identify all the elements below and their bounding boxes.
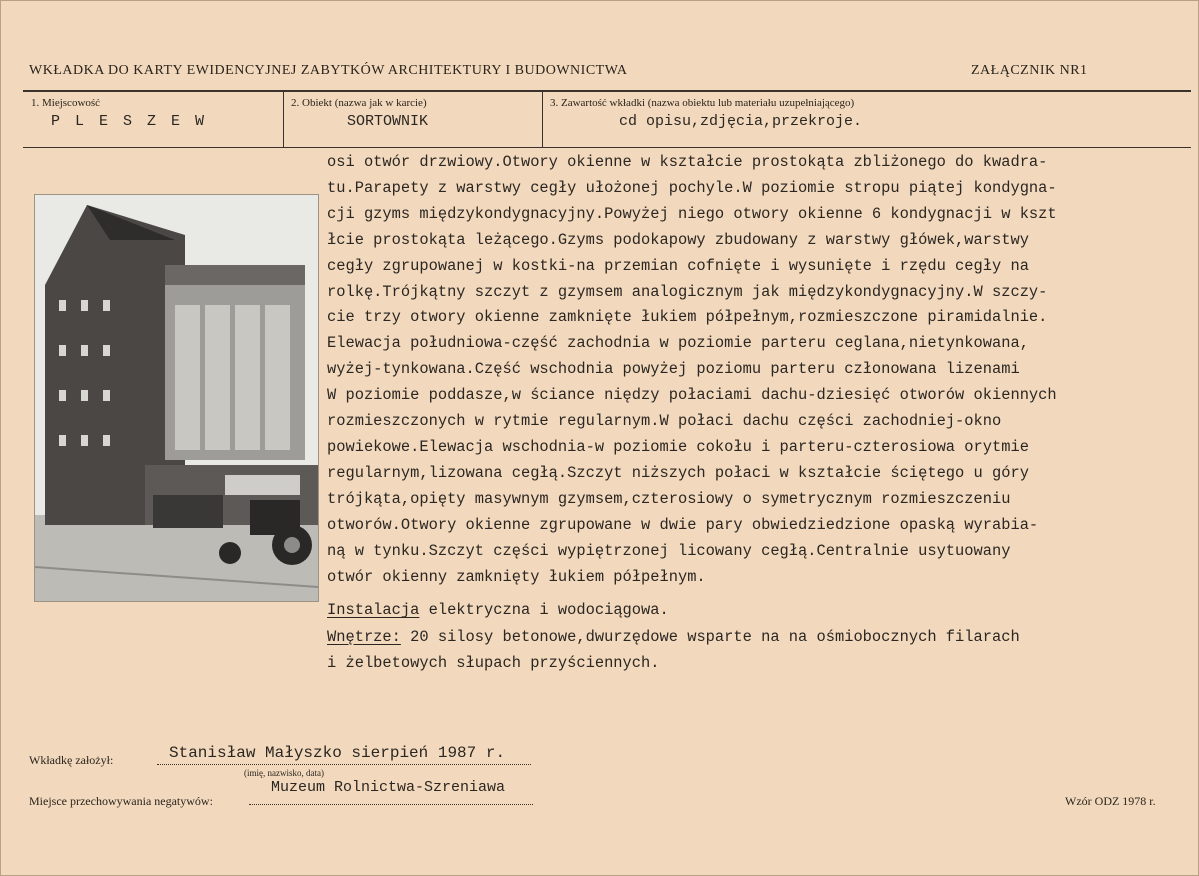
interior-line-2: i żelbetowych słupach przyściennych. [327,654,660,672]
negatives-label: Miejsce przechowywania negatywów: [29,794,213,808]
negatives-dotted-line [249,804,533,805]
description-line: regularnym,lizowana cegłą.Szczyt niższych połaci w kształcie ściętego u góry [327,463,1029,482]
description-line: Elewacja południowa-część zachodnia w poziomie parteru ceglana,nietynkowana, [327,334,1029,353]
description-line: osi otwór drzwiowy.Otwory okienne w kształcie prostokąta zbliżonego do kwadra- [327,153,1048,171]
form-title: WKŁADKA DO KARTY EWIDENCYJNEJ ZABYTKÓW ARCHITEKTURY I BUDOWNICTWA [29,63,628,78]
description-line: W poziomie poddasze,w ściance niędzy połaciami dachu-dziesięć otworów okiennych [327,386,1057,405]
interior-text: 20 silosy betonowe,dwurzędowe wsparte na na ośmiobocznych filarach [400,627,1020,646]
description-line: ną w tynku.Szczyt części wypiętrzonej licowany cegłą.Centralnie usytuowany [327,541,1011,560]
field-value-object: SORTOWNIK [347,113,429,130]
description-line: łcie prostokąta leżącego.Gzyms podokapowy zbudowany z warstwy główek,warstwy [327,230,1029,249]
form-pattern: Wzór ODZ 1978 r. [1065,794,1156,808]
field-value-contents: cd opisu,zdjęcia,przekroje. [619,113,863,130]
field-label-locality: 1. Miejscowość [31,97,101,109]
description-text [327,150,1057,590]
description-line: otwór okienny zamknięty łukiem półpełnym. [327,567,706,586]
installation-line [327,597,1020,624]
building-photo-drawing [35,195,318,601]
interior-line [327,624,1020,651]
description-line: rolkę.Trójkątny szczyt z gzymsem analogicznym jak międzykondygnacyjny.W szczy- [327,282,1048,301]
field-divider-1 [283,92,284,148]
description-line: otworów.Otwory okienne zgrupowane w dwie pary obwiedziedzione opaską wyrabia- [327,515,1039,534]
description-line: tu.Parapety z warstwy cegły ułożonej pochyle.W poziomie stropu piątej kondygna- [327,178,1057,197]
header-rule-top [23,90,1191,92]
description-line: cie trzy otwory okienne zamknięte łukiem półpełnym,rozmieszczone piramidalnie. [327,308,1048,327]
negatives-value: Muzeum Rolnictwa-Szreniawa [271,779,506,796]
field-label-contents: 3. Zawartość wkładki (nazwa obiektu lub materiału uzupełniającego) [550,97,855,109]
supplementary-text [327,597,1020,677]
field-value-locality: P L E S Z E W [51,113,208,130]
building-photo [34,194,319,602]
field-divider-2 [542,92,543,148]
description-line: rozmieszczonych w rytmie regularnym.W połaci dachu części zachodniej-okno [327,412,1002,431]
description-line: powiekowe.Elewacja wschodnia-w poziomie cokołu i parteru-czterosiowa orytmie [327,437,1029,456]
founder-hint: (imię, nazwisko, data) [244,768,324,778]
founder-value: Stanisław Małyszko sierpień 1987 r. [169,744,506,762]
founder-dotted-line [157,764,531,765]
description-line: trójkąta,opięty masywnym gzymsem,czterosiowy o symetrycznym rozmieszczeniu [327,489,1011,508]
description-line: wyżej-tynkowana.Część wschodnia powyżej poziomu parteru członowana lizenami [327,360,1020,379]
installation-text: elektryczna i wodociągowa. [419,601,669,619]
description-line: cji gzyms międzykondygnacyjny.Powyżej niego otwory okienne 6 kondygnacji w kszt [327,204,1057,223]
header-rule-bottom [23,147,1191,148]
founder-label: Wkładkę założył: [29,753,114,767]
annex-number: ZAŁĄCZNIK NR1 [971,63,1088,78]
interior-heading: Wnętrze: [327,627,401,646]
field-label-object: 2. Obiekt (nazwa jak w karcie) [291,97,427,109]
installation-heading: Instalacja [327,601,420,619]
description-line: cegły zgrupowanej w kostki-na przemian cofnięte i wysunięte i rzędu cegły na [327,256,1029,275]
